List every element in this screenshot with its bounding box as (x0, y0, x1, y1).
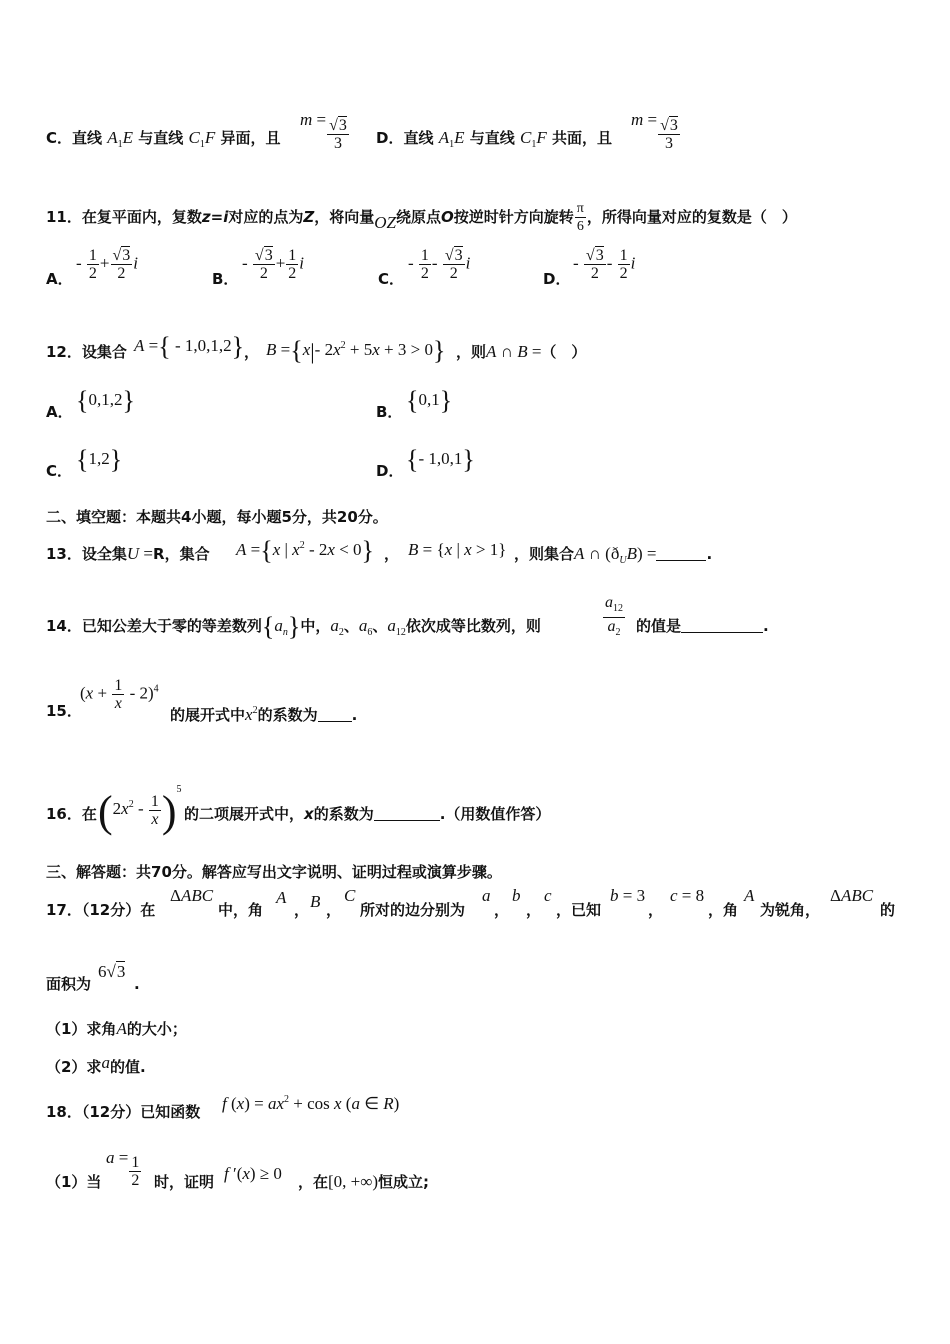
q12-option-b: B． (376, 403, 403, 421)
q10-d-m-expr: m = $\frac{√3}{3}$ (631, 110, 678, 152)
q10-option-d: D．直线 $A_1E$ 与直线 $C_1F$ 共面，且 (376, 128, 612, 150)
q11-option-d: D． (543, 270, 571, 288)
q17-part-2: （2）求a的值. (46, 1053, 146, 1076)
q17-part-1: （1）求角A的大小； (46, 1019, 187, 1038)
q11-option-c: C． (378, 270, 405, 288)
q18-part-1: （1）当 a = $\frac{1}{2}$ 时，证明 f ′(x) ≥ 0 ，在[0, +∞)恒成立; (46, 1148, 430, 1191)
q12-option-a: A． (46, 403, 73, 421)
math-c1f: $C_1F$ (188, 128, 216, 150)
question-11: 11．在复平面内，复数z=i对应的点为Z，将向量OZ绕原点O按逆时针方向旋转 $\frac{\pi}{6}$ ，所得向量对应的复数是（ ） (46, 201, 797, 234)
section-3-heading: 三、解答题：共70分。解答应写出文字说明、证明过程或演算步骤。 (46, 863, 502, 881)
q10-c-m-expr: m = $\frac{√3}{3}$ (300, 110, 347, 152)
section-2-heading: 二、填空题：本题共4小题，每小题5分，共20分。 (46, 508, 388, 526)
question-12: 12．设集合 A ={ - 1,0,1,2} ， B ={x|- $2x^2 + 5x + 3 > 0$} ，则A ∩ B =（ ） (46, 332, 587, 365)
question-17: 17．（12分）在 ΔABC 中，角 A ， B ， C 所对的边分别为 a ， b ， c ，已知 b = 3 ， c = 8 ，角 A 为锐角， ΔABC 的 (46, 886, 896, 919)
q12-options-ab: A． {0,1,2} B． {0,1} (46, 386, 453, 421)
question-14: 14．已知公差大于零的等差数列$\{a_n\}$中，$a_2$、$a_6$、$a_{12}$依次成等比数列，则 $\frac{a_{12}}{a_2}$ 的值是 . (46, 594, 769, 641)
question-15: 15． (x + $\frac{1}{x}$ - 2)$^4$ 的展开式中$x^2$的系数为 . (46, 677, 358, 724)
question-13: 13．设全集U =R，集合 A ={x | $x^2 - 2x < 0$} ， B = {x | x > 1} ，则集合A ∩ $(ð_UB)$ = . (46, 536, 713, 566)
q10-options-row (46, 110, 910, 160)
q17-area-line: 面积为 6√3 . (46, 962, 140, 993)
q11-option-a: A． (46, 270, 73, 288)
q12-option-d: D． (376, 462, 404, 480)
q11-options: A． - $\frac{1}{2}$ + $\frac{√3}{2}$ i B． - $\frac{√3}{2}$ + $\frac{1}{2}$ i C． - $\frac{1}{2}$ - $\frac{√3}{2}$ i D． - $\frac{√3}{2}$ - $\frac{1}{2}$ i (46, 247, 636, 288)
q12-option-c: C． (46, 462, 73, 480)
question-18: 18．（12分）已知函数 f $(x) = ax^2 + \cos x$ (a ∈ R) (46, 1094, 400, 1121)
q12-options-cd: C． {1,2} D． {- 1,0,1} (46, 445, 475, 480)
question-16: 16．在 ($2x^2$ - $\frac{1}{x}$ )$^5$ 的二项展开式中，x的系数为 .（用数值作答） (46, 784, 551, 836)
q11-option-b: B． (212, 270, 239, 288)
math-a1e: $A_1E$ (107, 128, 134, 150)
q10-option-c: C．直线 $A_1E$ 与直线 $C_1F$ 异面，且 (46, 128, 281, 150)
